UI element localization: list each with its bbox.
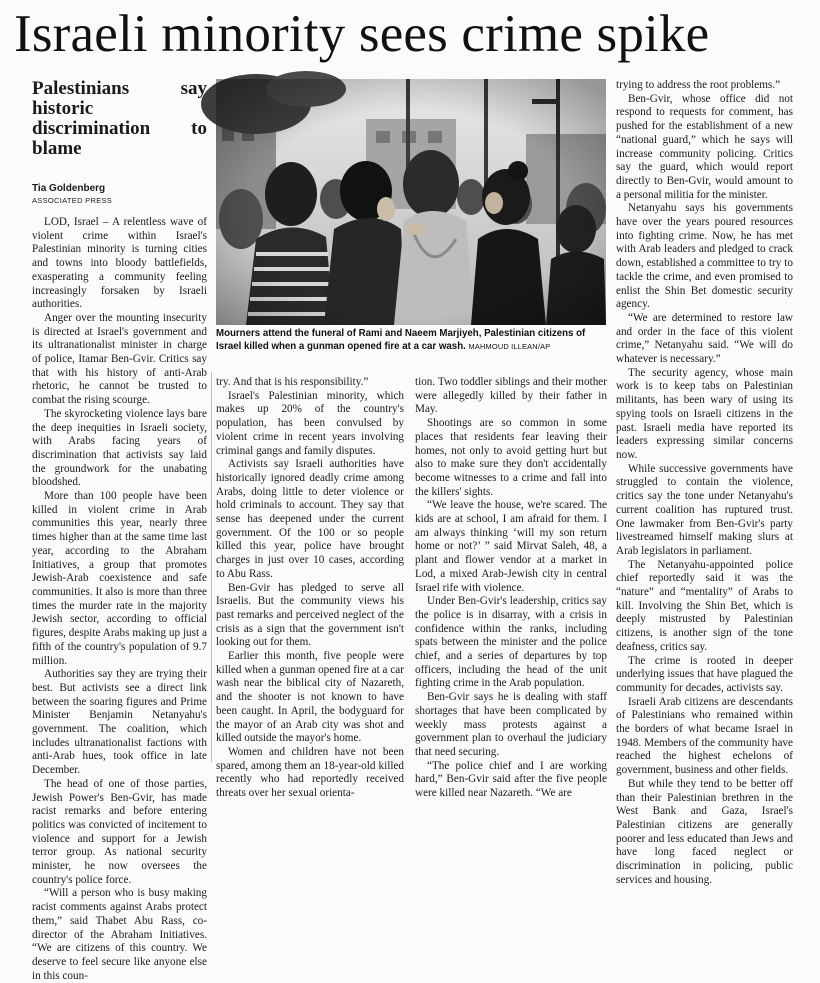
headline: Israeli minority sees crime spike	[14, 5, 710, 63]
paragraph: Netanyahu says his governments have over the years poured resources into fighting crime. Now, he has met with Arab leaders and pledged to crack down, established a committee to try to tackle the crime, and even promised to enlist the Shin Bet domestic security agency.	[616, 202, 793, 311]
paragraph: The crime is rooted in deeper underlying issues that have plagued the community for decades, activists say.	[616, 654, 793, 694]
byline: Tia Goldenberg	[32, 183, 106, 194]
article-column-4	[616, 79, 793, 886]
column-rule	[211, 372, 212, 762]
paragraph: “We leave the house, we're scared. The kids are at school, I am afraid for them. I am always thinking ‘will my son return home or not?’ ” said Mirvat Saleh, 48, a plant and flower vendor at a market in Lod, a mixed Arab-Jewish city in central Israel rife with violence.	[415, 499, 607, 594]
paragraph: “The police chief and I are working hard,” Ben-Gvir said after the five people were killed near Nazareth. “We are	[415, 759, 607, 800]
paragraph: try. And that is his responsibility.”	[216, 376, 369, 388]
agency-credit: ASSOCIATED PRESS	[32, 196, 113, 205]
paragraph: Under Ben-Gvir's leadership, critics say the police is in disarray, with a crisis in confidence within the ranks, including spats between the minister and the police chief, and a series of departures by top officers, including the head of the unit fighting crime in the Arab population.	[415, 595, 607, 690]
article-column-1	[32, 78, 207, 982]
paragraph: Women and children have not been spared, among them an 18-year-old killed recently who had reportedly received threats over her sexual orienta-	[216, 745, 404, 800]
paragraph: The skyrocketing violence lays bare the deep inequities in Israeli society, with Arabs facing years of discrimination that activists say laid the groundwork for the unabating bloodshed.	[32, 407, 207, 489]
deck: Palestinians say historic discrimination to blame	[32, 78, 207, 159]
paragraph: Israeli Arab citizens are descendants of Palestinians who remained within the borders of what became Israel in 1948. Members of the community have reached the highest echelons of government, business and other fields.	[616, 695, 793, 777]
paragraph: The head of one of those parties, Jewish Power's Ben-Gvir, has made racist remarks and before entering politics was convicted of incitement to violence and support for a Jewish terror group. As national security minister, he now oversees the country's police force.	[32, 777, 207, 886]
photo-credit: MAHMOUD ILLEAN/AP	[468, 341, 551, 351]
paragraph: Ben-Gvir, whose office did not respond to requests for comment, has pushed for the establishment of a new “national guard,” which he says will increase community policing. Critics say the guard, which would report directly to Ben-Gvir, would amount to a personal militia for the minister.	[616, 92, 793, 201]
paragraph: trying to address the root problems.”	[616, 79, 781, 91]
caption-text: Mourners attend the funeral of Rami and Naeem Marjiyeh, Palestinian citizens of Israel killed when a gunman opened fire at a car wash.	[216, 328, 586, 352]
paragraph: But while they tend to be better off than their Palestinian brethren in the West Bank and Gaza, Israel's Palestinian citizens are generally poorer and less educated than Jews and have long faced neglect or discrimination in policing, public services and housing.	[616, 777, 793, 886]
paragraph: The Netanyahu-appointed police chief reportedly said it was the “nature” and “mentality” of Arabs to kill. Involving the Shin Bet, which is deeply mistrusted by Palestinian citizens, is another sign of the tone deafness, critics say.	[616, 558, 793, 653]
article-column-3	[415, 376, 607, 800]
mourners-photo-illustration	[216, 79, 606, 325]
paragraph: Activists say Israeli authorities have historically ignored deadly crime among Arabs, doing little to deter violence or hold criminals to account. They say that sense has deepened under the current government. Of the 100 or so people killed this year, police have brought charges in just over 10 cases, according to Abu Rass.	[216, 458, 404, 580]
paragraph: The security agency, whose main work is to keep tabs on Palestinian militants, has been wary of using its spying tools on Israeli citizens in the past. Israeli media have reported its leaders expressing similar concerns now.	[616, 366, 793, 461]
paragraph: More than 100 people have been killed in violent crime in Arab communities this year, nearly three times higher than at the same time last year, according to the Abraham Initiatives, a group that promotes Jewish-Arab coexistence and safe communities. It also is more than three times the murder rate in the majority Jewish sector, according to official figures, despite Arabs making up just a fifth of the country's population of 9.7 million.	[32, 490, 207, 667]
paragraph: Earlier this month, five people were killed when a gunman opened fire at a car wash near the biblical city of Nazareth, and the shooter is not known to have been caught. In April, the bodyguard for the mayor of an Arab city was shot and killed outside the mayor's home.	[216, 650, 404, 745]
paragraph: Authorities say they are trying their best. But activists see a direct link between the soaring figures and Prime Minister Benjamin Netanyahu's government. The coalition, which includes ultranationalist factions with anti-Arab hues, took office in late December.	[32, 668, 207, 777]
paragraph: LOD, Israel – A relentless wave of violent crime within Israel's Palestinian minority is turning cities and towns into bloody battlefields, exasperating a community feeling increasingly forsaken by Israeli authorities.	[32, 216, 207, 311]
paragraph: tion. Two toddler siblings and their mother were allegedly killed by their father in May.	[415, 376, 607, 416]
paragraph: “We are determined to restore law and order in the face of this violent crime,” Netanyahu said. “We will do whatever is necessary.”	[616, 311, 793, 366]
photo-caption	[216, 328, 608, 353]
paragraph: Anger over the mounting insecurity is directed at Israel's government and its ultranationalist minister in charge of police, Itamar Ben-Gvir. Critics say that with his history of anti-Arab rhetoric, he cannot be trusted to combat the rising scourge.	[32, 311, 207, 407]
paragraph: “Will a person who is busy making racist comments against Arabs protect them,” said Thabet Abu Rass, co-director of the Abraham Initiatives. “We are citizens of this country. We deserve to feel secure like anyone else in this coun-	[32, 887, 207, 982]
news-photo	[216, 79, 606, 325]
paragraph: Israel's Palestinian minority, which makes up 20% of the country's population, has been convulsed by violent crime in recent years involving criminal gangs and family disputes.	[216, 389, 404, 457]
paragraph: Shootings are so common in some places that residents fear leaving their homes, not only to avoid getting hurt but also to make sure they don't accidentally become witnesses to a crime and fall into the killers' sights.	[415, 417, 607, 498]
paragraph: Ben-Gvir says he is dealing with staff shortages that have been complicated by weekly mass protests against a government plan to overhaul the judiciary that need securing.	[415, 691, 607, 758]
paragraph: While successive governments have struggled to contain the violence, critics say the tone under Netanyahu's current coalition has ruptured trust. One lawmaker from Ben-Gvir's party livestreamed himself making slurs at Arab legislators in parliament.	[616, 462, 793, 557]
paragraph: Ben-Gvir has pledged to serve all Israelis. But the community views his past remarks and perceived neglect of the crisis as a sign that the government isn't looking out for them.	[216, 581, 404, 649]
article-column-2	[216, 376, 404, 800]
